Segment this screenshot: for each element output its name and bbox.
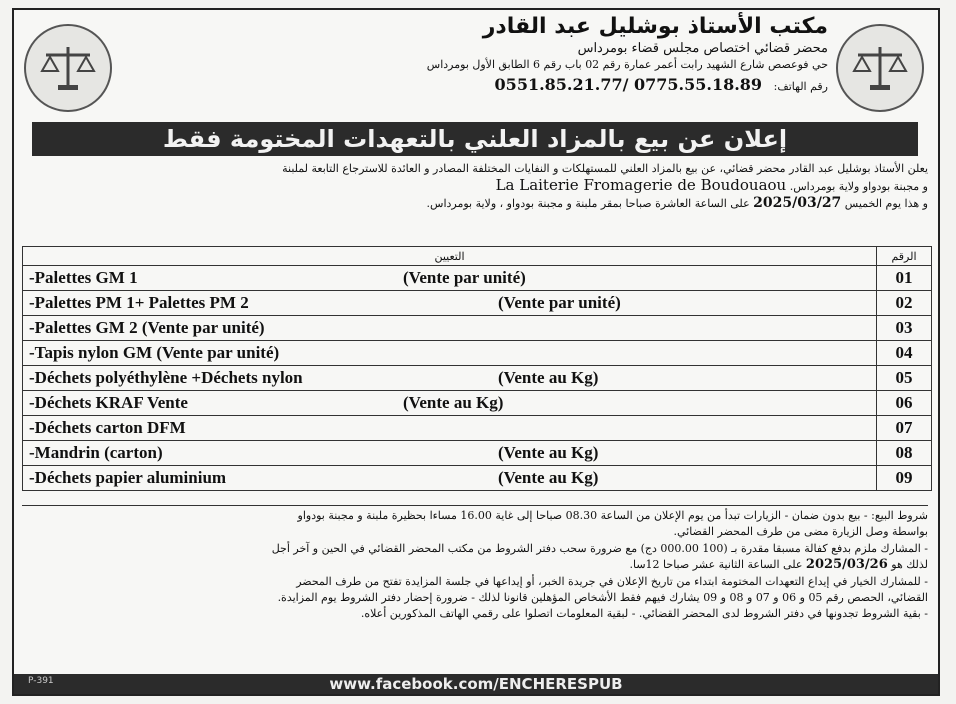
- lot-designation-cell: [23, 391, 877, 416]
- office-address: حي فوعصص شارع الشهيد رابت أعمر عمارة رقم 02 باب رقم 6 الطابق الأول بومرداس: [426, 58, 828, 71]
- announcement-frame: [12, 8, 940, 696]
- condition-1: شروط البيع: - بيع بدون ضمان - الزيارات تبدأ من يوم الإعلان من الساعة 08.30 صباحا إلى غاية 16.00 مساءا بحظيرة ملبنة و مجبنة بودواو: [297, 509, 928, 522]
- lot-sale-mode: (Vente par unité): [498, 293, 621, 312]
- lot-sale-mode: (Vente au Kg): [498, 368, 599, 387]
- lot-designation: -Déchets carton DFM: [29, 418, 186, 437]
- lot-designation-cell: [23, 341, 877, 366]
- lot-designation-cell: [23, 366, 877, 391]
- deadline-date: 2025/03/26: [805, 557, 888, 573]
- lot-number: 04: [877, 341, 932, 366]
- condition-4: - بقية الشروط تجدونها في دفتر الشروط لدى المحضر القضائي. - لبقية المعلومات اتصلوا على رقمي الهاتف المذكورين أعلاه.: [360, 607, 928, 621]
- lot-number: 06: [877, 391, 932, 416]
- lot-number: 09: [877, 466, 932, 491]
- scales-of-justice-logo-right: [836, 24, 924, 112]
- header-number: الرقم: [877, 247, 932, 266]
- intro-paragraph: [22, 160, 928, 212]
- condition-3: - للمشارك الخيار في إيداع التعهدات المختومة ابتداء من تاريخ الإعلان في جريدة الخبر، أو إيداعها في جلسة المزايدة تفتح من طرف المحضر: [296, 574, 928, 588]
- lot-designation: -Déchets papier aluminium: [29, 468, 227, 487]
- lot-designation-cell: [23, 416, 877, 441]
- header-text: [308, 14, 828, 94]
- lot-designation: -Déchets polyéthylène +Déchets nylon: [29, 368, 303, 387]
- lot-designation: -Déchets KRAF Vente: [29, 393, 188, 412]
- header: [14, 10, 938, 120]
- auction-date: 2025/03/27: [753, 195, 842, 211]
- table-row: [23, 266, 932, 291]
- lot-designation: -Tapis nylon GM (Vente par unité): [29, 343, 280, 362]
- phone-row: [308, 75, 828, 94]
- condition-3b: القضائي، الحصص رقم 05 و 06 و 07 و 08 و 09 يشارك فيهم فقط الأشخاص المؤهلين قانونا لذلك - ضرورة إحضار دفتر الشروط يوم المزايدة.: [277, 591, 928, 605]
- table-header-row: [23, 247, 932, 266]
- intro-line-1: يعلن الأستاذ بوشليل عبد القادر محضر قضائي، عن بيع بالمزاد العلني للمستهلكات و النفايات المختلفة المصادر و العائدة للاسترجاع التابعة لملبنة: [282, 162, 928, 175]
- lot-number: 08: [877, 441, 932, 466]
- lot-sale-mode: (Vente par unité): [403, 268, 526, 287]
- intro-line-2-prefix: و مجبنة بودواو ولاية بومرداس.: [789, 180, 928, 193]
- conditions-section: [22, 505, 928, 623]
- condition-1b: بواسطة وصل الزيارة مضى من طرف المحضر القضائي.: [673, 525, 928, 539]
- lot-designation-cell: [23, 316, 877, 341]
- scales-of-justice-logo-left: [24, 24, 112, 112]
- office-name: مكتب الأستاذ بوشليل عبد القادر: [482, 14, 828, 39]
- table-row: [23, 291, 932, 316]
- table-row: [23, 441, 932, 466]
- lot-designation-cell: [23, 266, 877, 291]
- table-row: [23, 316, 932, 341]
- lot-sale-mode: (Vente au Kg): [498, 468, 599, 487]
- lot-number: 02: [877, 291, 932, 316]
- lot-designation-cell: [23, 441, 877, 466]
- intro-line-2: [22, 177, 928, 195]
- lot-sale-mode: (Vente au Kg): [403, 393, 504, 412]
- announcement-banner: إعلان عن بيع بالمزاد العلني بالتعهدات المختومة فقط: [32, 122, 918, 156]
- intro-line-3-prefix: و هذا يوم الخميس: [844, 197, 928, 210]
- footer-bar: [14, 674, 938, 694]
- lot-number: 03: [877, 316, 932, 341]
- phone-label: رقم الهاتف:: [773, 80, 828, 93]
- facebook-url[interactable]: www.facebook.com/ENCHERESPUB: [329, 675, 623, 693]
- condition-2b-prefix: لذلك هو: [891, 558, 928, 572]
- condition-2: - المشارك ملزم بدفع كفالة مسبقا مقدرة بـ (100 000.00 دج) مع ضرورة سحب دفتر الشروط من مكتب المحضر القضائي في الحين و آخر أجل: [271, 541, 928, 555]
- header-designation: التعيين: [23, 247, 877, 266]
- table-row: [23, 466, 932, 491]
- lot-number: 01: [877, 266, 932, 291]
- lot-number: 05: [877, 366, 932, 391]
- phone-numbers: 0551.85.21.77/ 0775.55.18.89: [494, 75, 763, 94]
- table-row: [23, 341, 932, 366]
- footer-code: P-391: [28, 676, 54, 686]
- intro-line-3-suffix: على الساعة العاشرة صباحا بمقر ملبنة و مجبنة بودواو ، ولاية بومرداس.: [426, 197, 750, 210]
- lots-table: [22, 246, 932, 491]
- office-subtitle: محضر قضائي اختصاص مجلس قضاء بومرداس: [577, 41, 828, 56]
- table-row: [23, 366, 932, 391]
- table-row: [23, 391, 932, 416]
- lot-designation-cell: [23, 466, 877, 491]
- lot-designation: -Mandrin (carton): [29, 443, 163, 462]
- lot-designation: -Palettes GM 1: [29, 268, 138, 287]
- lot-sale-mode: (Vente au Kg): [498, 443, 599, 462]
- intro-line-3: [22, 195, 928, 212]
- lots-body: [23, 266, 932, 491]
- condition-2b-suffix: على الساعة الثانية عشر صباحا 12سا.: [629, 558, 803, 572]
- lot-designation: -Palettes GM 2 (Vente par unité): [29, 318, 265, 337]
- lot-number: 07: [877, 416, 932, 441]
- lot-designation: -Palettes PM 1+ Palettes PM 2: [29, 293, 249, 312]
- company-name: La Laiterie Fromagerie de Boudouaou: [495, 176, 787, 194]
- table-row: [23, 416, 932, 441]
- condition-2b: [22, 557, 928, 573]
- lot-designation-cell: [23, 291, 877, 316]
